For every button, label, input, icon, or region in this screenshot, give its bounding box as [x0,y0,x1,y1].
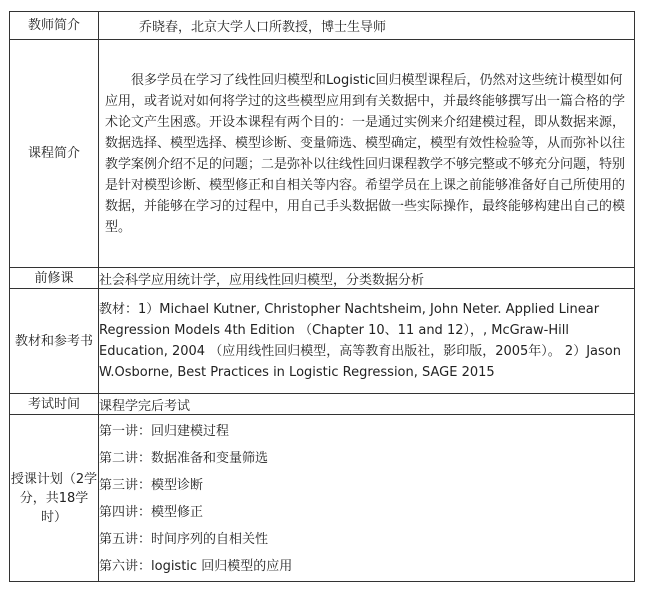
intro-row [10,40,635,268]
exam-label: 考试时间 [10,394,99,415]
lecture-item: 第二讲：数据准备和变量筛选 [99,451,269,466]
teacher-value: 乔晓春，北京大学人口所教授，博士生导师 [99,12,635,40]
prereq-label: 前修课 [10,268,99,289]
lecture-item: 第六讲：logistic 回归模型的应用 [99,559,293,574]
books-cell [99,289,635,394]
lecture-item: 第三讲：模型诊断 [99,478,204,493]
intro-label: 课程简介 [10,40,99,268]
exam-row [10,394,635,415]
lecture-list [99,416,634,580]
plan-cell [99,415,635,582]
exam-value: 课程学完后考试 [99,394,635,415]
plan-row [10,415,635,582]
books-row [10,289,635,394]
teacher-row [10,12,635,40]
course-info-table [9,11,635,582]
plan-label: 授课计划（2学分，共18学时） [10,415,99,582]
prereq-value: 社会科学应用统计学，应用线性回归模型，分类数据分析 [99,268,635,289]
teacher-label: 教师简介 [10,12,99,40]
books-value: 教材：1）Michael Kutner, Christopher Nachtsheim, John Neter. Applied Linear Regression Models 4th Edition （Chapter 10、11 and 12），, McGraw-Hill Education, 2004 （应用线性回归模型，高等教育出版社，影印版，2005年）。 2）Jason W.Osborne, Best Practices in Logistic Regression, SAGE 2015 [99,302,621,380]
books-label: 教材和参考书 [10,289,99,394]
lecture-item: 第四讲：模型修正 [99,505,204,520]
lecture-item: 第一讲：回归建模过程 [99,424,230,439]
lecture-item: 第五讲：时间序列的自相关性 [99,532,269,547]
intro-cell [99,40,635,268]
intro-value: 很多学员在学习了线性回归模型和Logistic回归模型课程后，仍然对这些统计模型如何应用，或者说对如何将学过的这些模型应用到有关数据中，并最终能够撰写出一篇合格的学术论文产生困惑。开设本课程有两个目的：一是通过实例来介绍建模过程，即从数据来源，数据选择、模型选择、模型诊断、变量筛选、模型确定，模型有效性检验等，从而弥补以往教学案例介绍不足的问题；二是弥补以往线性回归课程教学不够完整或不够充分问题，特别是针对模型诊断、模型修正和自相关等内容。希望学员在上课之前能够准备好自己所使用的数据，并能够在学习的过程中，用自己手头数据做一些实际操作，最终能够构建出自己的模型。 [105,72,626,235]
prereq-row [10,268,635,289]
